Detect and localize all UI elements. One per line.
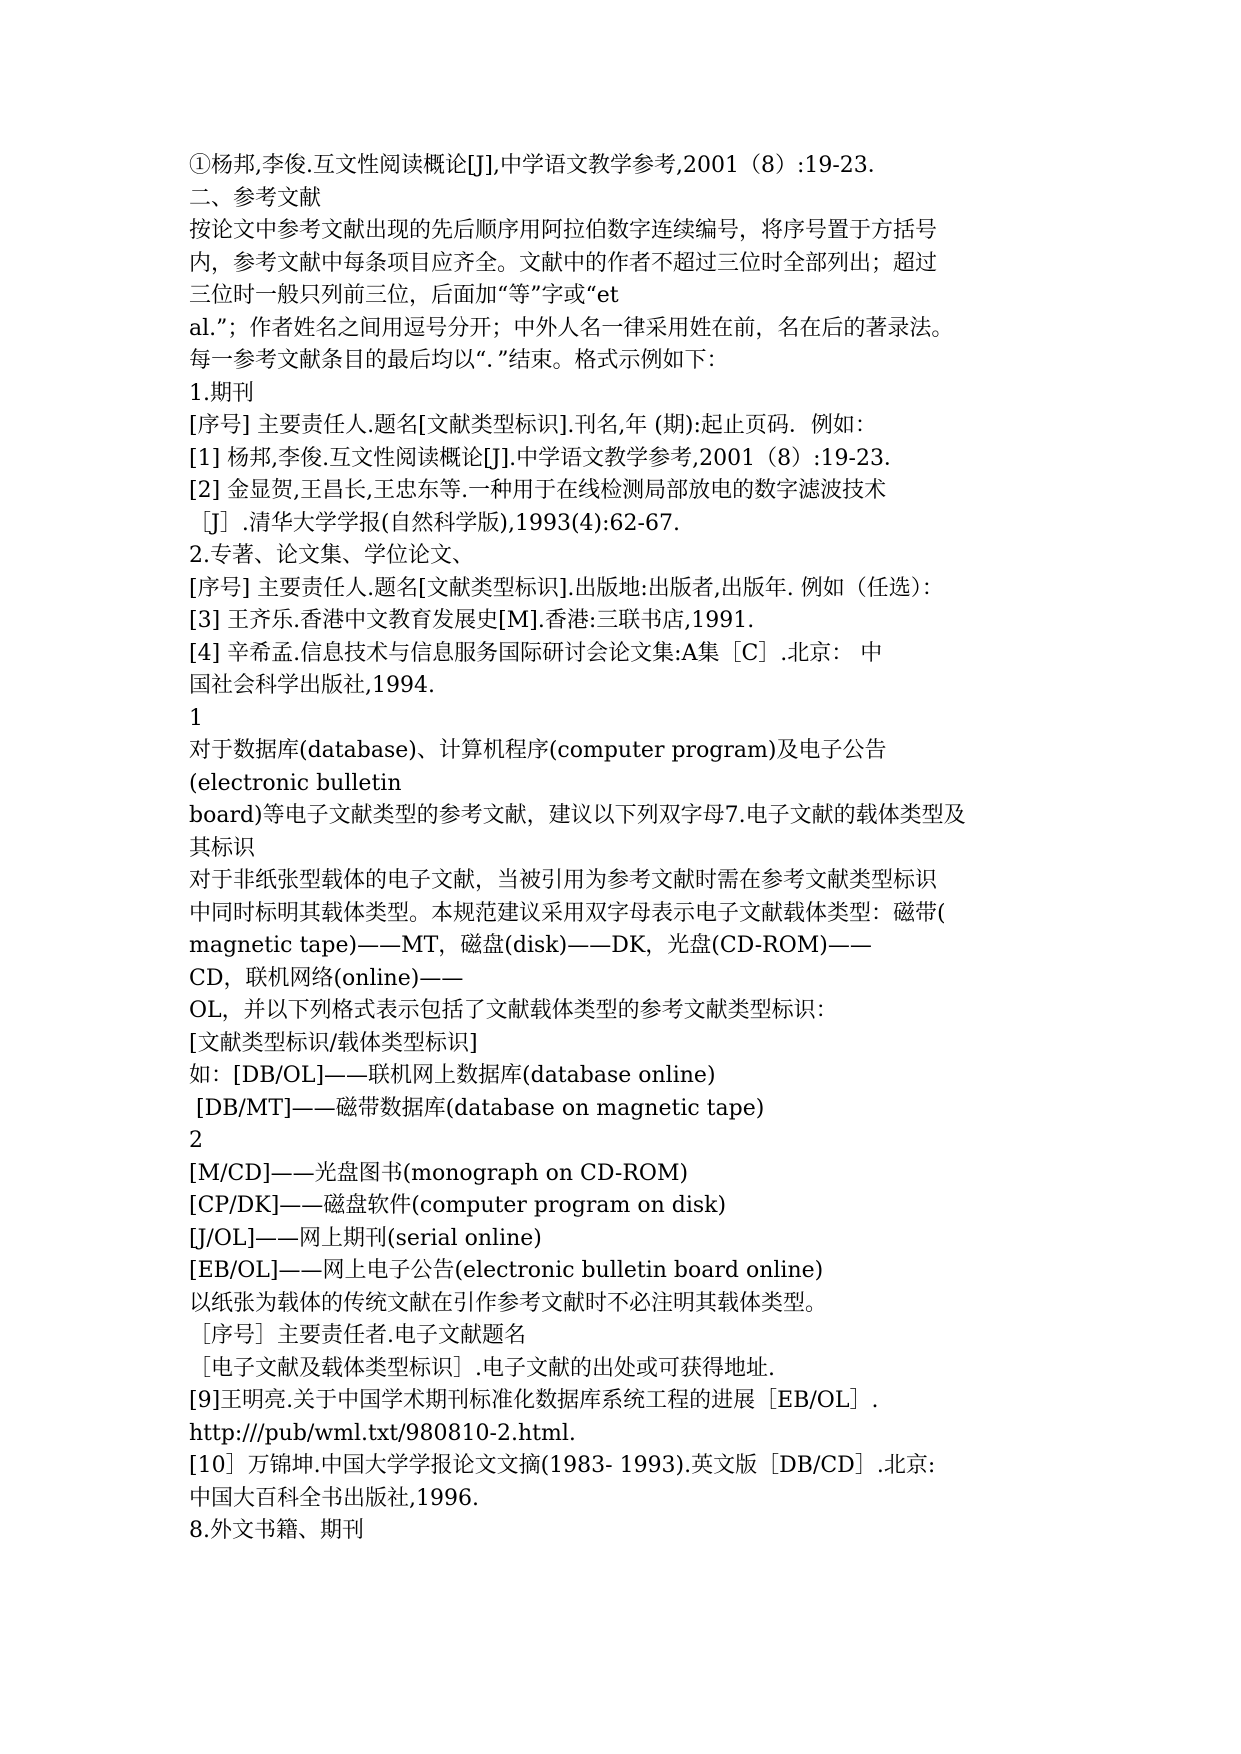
text-line: [CP/DK]——磁盘软件(computer program on disk) (189, 1193, 727, 1218)
reference-entry: [4] 辛希孟.信息技术与信息服务国际研讨会论文集:A集［C］.北京： 中 (189, 640, 883, 666)
reference-entry: [3] 王齐乐.香港中文教育发展史[M].香港:三联书店,1991. (189, 608, 755, 633)
text-line: 对于非纸张型载体的电子文献，当被引用为参考文献时需在参考文献类型标识 (189, 868, 938, 893)
section-heading: 二、参考文献 (189, 185, 322, 211)
reference-entry: [2] 金显贺,王昌长,王忠东等.一种用于在线检测局部放电的数字滤波技术 (189, 478, 887, 503)
text-line: 中同时标明其载体类型。本规范建议采用双字母表示电子文献载体类型：磁带( (189, 900, 946, 926)
subsection-heading: 1.期刊 (189, 380, 254, 406)
text-line: 以纸张为载体的传统文献在引作参考文献时不必注明其载体类型。 (189, 1290, 828, 1316)
subsection-heading: 2.专著、论文集、学位论文、 (189, 543, 474, 568)
reference-entry: 国社会科学出版社,1994. (189, 673, 435, 698)
reference-entry: [1] 杨邦,李俊.互文性阅读概论[J].中学语文教学参考,2001（8）:19-23． (189, 445, 906, 471)
page-number: 1 (189, 705, 203, 731)
page-number: 2 (189, 1128, 203, 1153)
text-line: (electronic bulletin (189, 770, 402, 796)
text-line: 三位时一般只列前三位，后面加“等”字或“et (189, 283, 619, 308)
text-line: 内，参考文献中每条项目应齐全。文献中的作者不超过三位时全部列出；超过 (189, 250, 938, 276)
text-line: OL，并以下列格式表示包括了文献载体类型的参考文献类型标识： (189, 998, 838, 1023)
subsection-heading: 8.外文书籍、期刊 (189, 1518, 364, 1543)
text-line: [EB/OL]——网上电子公告(electronic bulletin board online) (189, 1258, 824, 1283)
text-line: board)等电子文献类型的参考文献，建议以下列双字母7.电子文献的载体类型及 (189, 803, 966, 828)
reference-entry: ［J］.清华大学学报(自然科学版),1993(4):62-67. (189, 510, 680, 536)
text-line: ［电子文献及载体类型标识］.电子文献的出处或可获得地址. (189, 1355, 775, 1381)
reference-entry: 中国大百科全书出版社,1996. (189, 1485, 479, 1511)
text-line: 对于数据库(database)、计算机程序(computer program)及电子公告 (189, 738, 887, 763)
text-line: 其标识 (189, 835, 256, 861)
reference-entry: [9]王明亮.关于中国学术期刊标准化数据库系统工程的进展［EB/OL］. (189, 1388, 879, 1413)
text-line: ①杨邦,李俊.互文性阅读概论[J],中学语文教学参考,2001（8）:19-23． (189, 153, 890, 178)
text-line: [DB/MT]——磁带数据库(database on magnetic tape) (189, 1095, 765, 1121)
reference-entry: http:///pub/wml.txt/980810-2.html. (189, 1420, 576, 1446)
document-body (189, 150, 1059, 1548)
text-line: [序号] 主要责任人.题名[文献类型标识].出版地:出版者,出版年. 例如（任选）： (189, 575, 944, 601)
text-line: 按论文中参考文献出现的先后顺序用阿拉伯数字连续编号，将序号置于方括号 (189, 218, 938, 243)
text-line: al.”；作者姓名之间用逗号分开；中外人名一律采用姓在前，名在后的著录法。 (189, 315, 954, 341)
text-line: 每一参考文献条目的最后均以“．”结束。格式示例如下： (189, 348, 729, 373)
reference-entry: [10］万锦坤.中国大学学报论文文摘(1983- 1993).英文版［DB/CD］.北京: (189, 1453, 936, 1478)
text-line: [文献类型标识/载体类型标识] (189, 1030, 478, 1056)
text-line: [序号] 主要责任人.题名[文献类型标识].刊名,年 (期):起止页码．例如： (189, 413, 877, 438)
text-line: CD，联机网络(online)—— (189, 965, 464, 991)
text-line: [J/OL]——网上期刊(serial online) (189, 1225, 542, 1251)
text-line: ［序号］主要责任者.电子文献题名 (189, 1323, 526, 1348)
text-line: magnetic tape)——MT，磁盘(disk)——DK，光盘(CD-ROM)—— (189, 933, 872, 958)
text-line: 如：[DB/OL]——联机网上数据库(database online) (189, 1063, 716, 1088)
text-line: [M/CD]——光盘图书(monograph on CD-ROM) (189, 1160, 689, 1186)
